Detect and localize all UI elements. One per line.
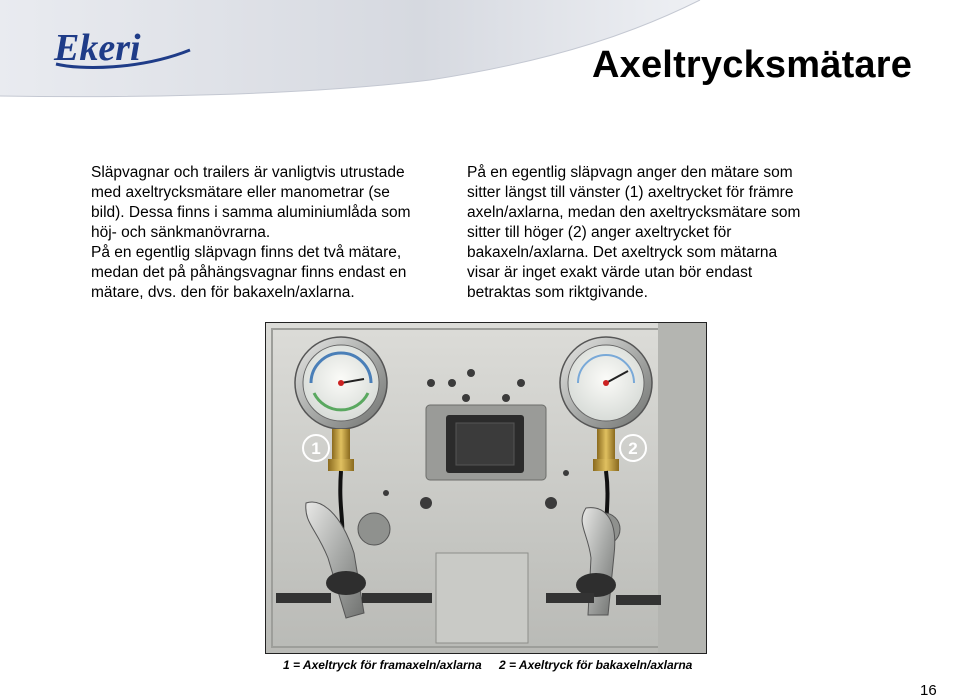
text-line: med axeltrycksmätare eller manometrar (se (91, 184, 390, 201)
text-line: På en egentlig släpvagn anger den mätare som (467, 164, 793, 181)
text-line: mätare, dvs. den för bakaxeln/axlarna. (91, 284, 355, 301)
text-line: visar är inget exakt värde utan bör endast (467, 264, 753, 281)
text-line: bild). Dessa finns i samma aluminiumlåda som (91, 204, 411, 221)
text-line: bakaxeln/axlarna. Det axeltryck som mätarna (467, 244, 778, 261)
caption-part-2: 2 = Axeltryck för bakaxeln/axlarna (499, 658, 693, 672)
photo-caption (283, 658, 703, 672)
page-title: Axeltrycksmätare (592, 44, 913, 86)
text-line: Släpvagnar och trailers är vanligtvis utrustade (91, 164, 405, 181)
left-paragraph (91, 163, 431, 303)
text-line: betraktas som riktgivande. (467, 284, 648, 301)
text-line: sitter längst till vänster (1) axeltrycket för främre (467, 184, 794, 201)
text-line: höj- och sänkmanövrarna. (91, 224, 271, 241)
caption-part-1: 1 = Axeltryck för framaxeln/axlarna (283, 658, 482, 672)
marker-2-label: 2 (628, 439, 638, 458)
text-line: axeln/axlarna, medan den axeltrycksmätare som (467, 204, 801, 221)
page-number: 16 (920, 682, 937, 699)
marker-1-label: 1 (311, 439, 321, 458)
gauge-panel-photo (265, 322, 707, 654)
text-line: På en egentlig släpvagn finns det två mätare, (91, 244, 402, 261)
ekeri-logo (50, 20, 200, 76)
text-line: medan det på påhängsvagnar finns endast en (91, 264, 407, 281)
right-paragraph (467, 163, 827, 303)
text-line: sitter till höger (2) anger axeltrycket för (467, 224, 732, 241)
logo-text: Ekeri (54, 27, 141, 69)
